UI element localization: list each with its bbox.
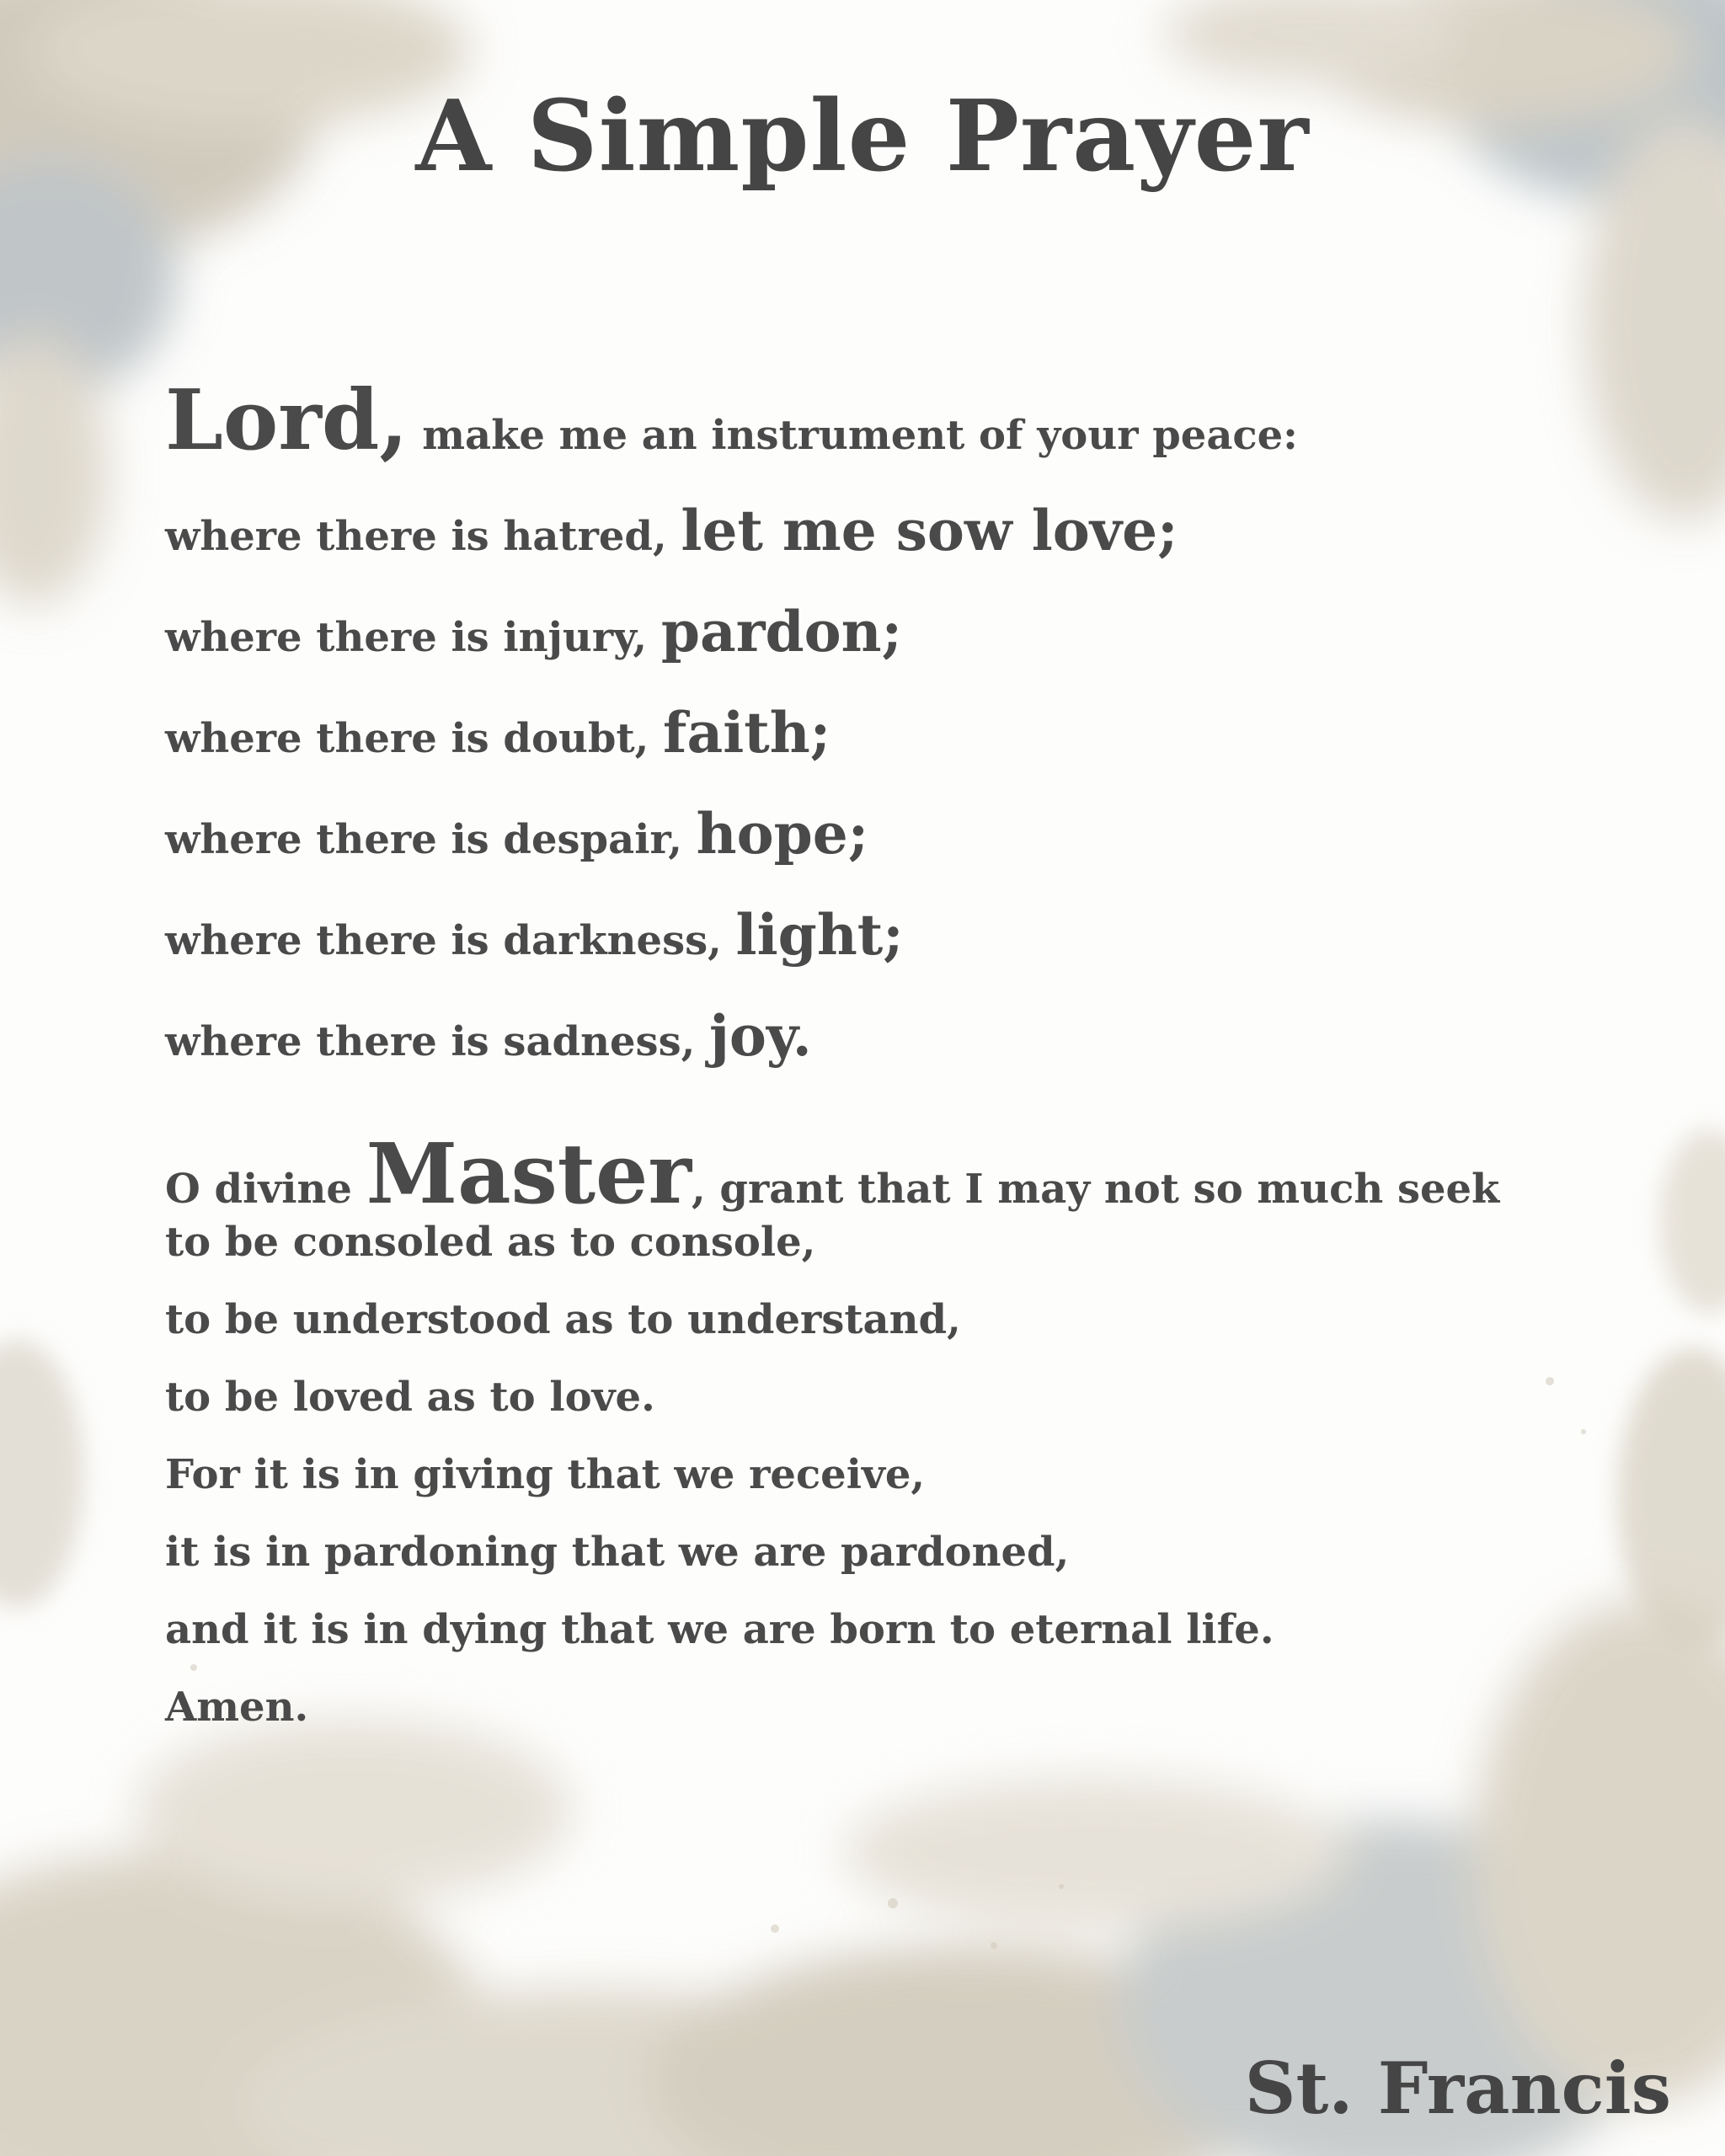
prayer-line <box>165 498 1178 563</box>
line-text: where there is despair, <box>165 816 697 863</box>
prayer-line <box>165 801 869 867</box>
line-text: make me an instrument of your peace: <box>408 412 1298 459</box>
emphasized-phrase: pardon; <box>660 599 903 664</box>
prayer-line <box>165 372 1298 469</box>
prayer-line <box>165 902 904 968</box>
emphasized-phrase: let me sow love; <box>681 498 1178 563</box>
prayer-line: to be consoled as to console, <box>165 1219 816 1266</box>
prayer-line: it is in pardoning that we are pardoned, <box>165 1529 1070 1576</box>
prayer-line <box>165 1126 1500 1223</box>
emphasized-phrase: faith; <box>663 700 831 766</box>
prayer-line <box>165 599 903 664</box>
emphasized-phrase: joy. <box>709 1003 812 1069</box>
line-text: where there is darkness, <box>165 917 736 964</box>
poster-title: A Simple Prayer <box>415 79 1310 194</box>
line-text: O divine <box>165 1166 366 1213</box>
emphasized-word: Lord, <box>165 372 409 469</box>
line-text: where there is injury, <box>165 614 661 661</box>
author-attribution: St. Francis <box>1244 2047 1671 2130</box>
line-text: where there is hatred, <box>165 513 681 560</box>
prayer-line: to be understood as to understand, <box>165 1296 961 1343</box>
line-text: where there is sadness, <box>165 1018 710 1065</box>
line-text: , grant that I may not so much seek <box>692 1166 1500 1213</box>
emphasized-word: Master <box>366 1126 692 1223</box>
prayer-line: Amen. <box>165 1684 309 1731</box>
emphasized-phrase: light; <box>735 902 904 968</box>
prayer-line <box>165 700 831 766</box>
prayer-line: and it is in dying that we are born to eternal life. <box>165 1606 1274 1653</box>
prayer-line: to be loved as to love. <box>165 1374 655 1421</box>
prayer-line: For it is in giving that we receive, <box>165 1451 926 1498</box>
emphasized-phrase: hope; <box>696 801 869 867</box>
prayer-line <box>165 1003 812 1069</box>
line-text: where there is doubt, <box>165 715 664 762</box>
